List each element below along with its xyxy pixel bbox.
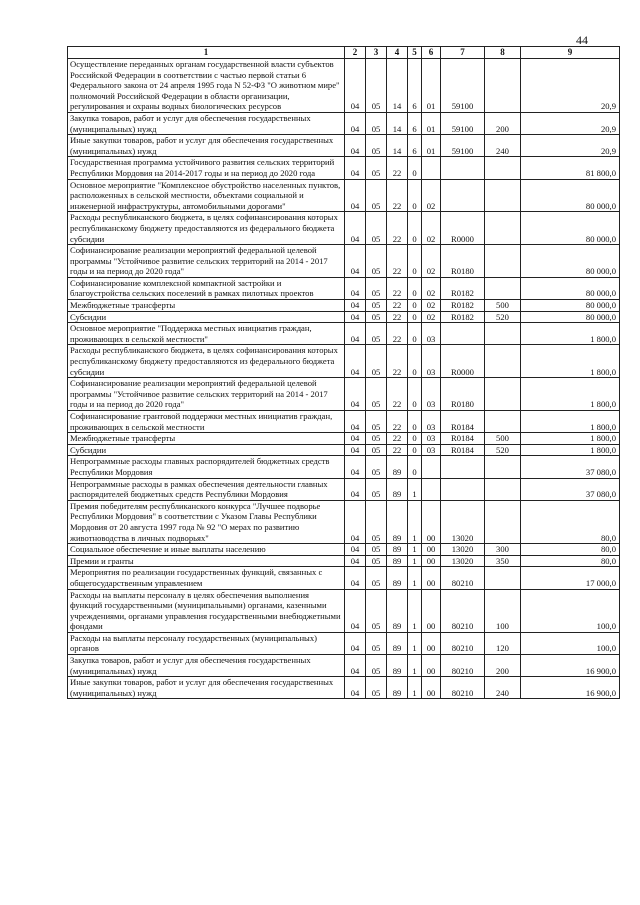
table-row — [68, 212, 620, 245]
expense-name: Непрограммные расходы главных распорядителей бюджетных средств Республики Мордовия — [68, 456, 345, 478]
table-header-row — [68, 47, 620, 59]
event-code: 00 — [422, 500, 441, 543]
subprogram-code: 6 — [408, 112, 422, 134]
program-code: 22 — [387, 311, 408, 323]
subprogram-code: 1 — [408, 589, 422, 632]
subsection-code: 05 — [366, 589, 387, 632]
expense-type-code: 200 — [485, 112, 521, 134]
subsection-code: 05 — [366, 655, 387, 677]
section-code: 04 — [345, 456, 366, 478]
program-code: 89 — [387, 456, 408, 478]
program-code: 89 — [387, 555, 408, 567]
expense-type-code — [485, 345, 521, 378]
section-code: 04 — [345, 589, 366, 632]
subprogram-code: 0 — [408, 311, 422, 323]
expense-type-code: 500 — [485, 300, 521, 312]
expense-name: Иные закупки товаров, работ и услуг для обеспечения государственных (муниципальных) нужд — [68, 135, 345, 157]
section-code: 04 — [345, 444, 366, 456]
expense-name: Государственная программа устойчивого развития сельских территорий Республики Мордовия на 2014-2017 годы и на период до 2020 года — [68, 157, 345, 179]
amount: 1 800,0 — [521, 411, 620, 433]
subsection-code: 05 — [366, 677, 387, 699]
subsection-code: 05 — [366, 59, 387, 113]
program-code: 89 — [387, 478, 408, 500]
section-code: 04 — [345, 345, 366, 378]
section-code: 04 — [345, 677, 366, 699]
header-col-1: 1 — [68, 47, 345, 59]
program-code: 89 — [387, 677, 408, 699]
expense-type-code — [485, 378, 521, 411]
subsection-code: 05 — [366, 411, 387, 433]
subsection-code: 05 — [366, 179, 387, 212]
program-code: 89 — [387, 567, 408, 589]
direction-code: R0182 — [441, 311, 485, 323]
expense-name: Расходы республиканского бюджета, в целях софинансирования которых республиканскому бюджету предоставляются из федерального бюджета субсидии — [68, 212, 345, 245]
expense-type-code: 100 — [485, 589, 521, 632]
table-row — [68, 345, 620, 378]
amount: 1 800,0 — [521, 323, 620, 345]
amount: 80 000,0 — [521, 179, 620, 212]
program-code: 22 — [387, 323, 408, 345]
subsection-code: 05 — [366, 300, 387, 312]
amount: 80 000,0 — [521, 300, 620, 312]
section-code: 04 — [345, 311, 366, 323]
event-code: 03 — [422, 411, 441, 433]
table-row — [68, 112, 620, 134]
header-col-9: 9 — [521, 47, 620, 59]
section-code: 04 — [345, 300, 366, 312]
section-code: 04 — [345, 59, 366, 113]
subsection-code: 05 — [366, 245, 387, 278]
program-code: 22 — [387, 345, 408, 378]
event-code: 00 — [422, 567, 441, 589]
amount: 80 000,0 — [521, 245, 620, 278]
table-row — [68, 444, 620, 456]
subprogram-code: 0 — [408, 411, 422, 433]
expense-type-code: 200 — [485, 655, 521, 677]
direction-code: 59100 — [441, 112, 485, 134]
amount: 100,0 — [521, 589, 620, 632]
subsection-code: 05 — [366, 544, 387, 556]
subprogram-code: 1 — [408, 555, 422, 567]
amount: 80,0 — [521, 555, 620, 567]
expense-type-code — [485, 245, 521, 278]
header-col-6: 6 — [422, 47, 441, 59]
section-code: 04 — [345, 411, 366, 433]
table-row — [68, 433, 620, 445]
table-row — [68, 589, 620, 632]
expense-name: Межбюджетные трансферты — [68, 300, 345, 312]
subprogram-code: 0 — [408, 444, 422, 456]
section-code: 04 — [345, 157, 366, 179]
subprogram-code: 1 — [408, 677, 422, 699]
program-code: 14 — [387, 112, 408, 134]
header-col-3: 3 — [366, 47, 387, 59]
direction-code: R0000 — [441, 345, 485, 378]
event-code: 01 — [422, 59, 441, 113]
section-code: 04 — [345, 555, 366, 567]
program-code: 14 — [387, 135, 408, 157]
expense-type-code — [485, 500, 521, 543]
expense-name: Иные закупки товаров, работ и услуг для обеспечения государственных (муниципальных) нужд — [68, 677, 345, 699]
event-code: 01 — [422, 112, 441, 134]
program-code: 22 — [387, 179, 408, 212]
subprogram-code: 0 — [408, 456, 422, 478]
section-code: 04 — [345, 632, 366, 654]
expense-type-code: 240 — [485, 135, 521, 157]
subsection-code: 05 — [366, 277, 387, 299]
direction-code: 59100 — [441, 135, 485, 157]
section-code: 04 — [345, 245, 366, 278]
program-code: 89 — [387, 655, 408, 677]
section-code: 04 — [345, 277, 366, 299]
expense-type-code — [485, 59, 521, 113]
table-row — [68, 411, 620, 433]
event-code: 02 — [422, 277, 441, 299]
section-code: 04 — [345, 544, 366, 556]
direction-code: 80210 — [441, 567, 485, 589]
amount: 80,0 — [521, 544, 620, 556]
table-row — [68, 677, 620, 699]
budget-table — [67, 46, 620, 699]
expense-name: Основное мероприятие "Комплексное обустройство населенных пунктов, расположенных в сельской местности, объектами социальной и инженерной инфраструктуры, автомобильными дорогами" — [68, 179, 345, 212]
expense-name: Социальное обеспечение и иные выплаты населению — [68, 544, 345, 556]
table-row — [68, 300, 620, 312]
table-row — [68, 544, 620, 556]
event-code: 03 — [422, 345, 441, 378]
amount: 37 080,0 — [521, 478, 620, 500]
subprogram-code: 1 — [408, 567, 422, 589]
direction-code: 80210 — [441, 677, 485, 699]
event-code: 03 — [422, 323, 441, 345]
expense-name: Непрограммные расходы в рамках обеспечения деятельности главных распорядителей бюджетных средств Республики Мордовия — [68, 478, 345, 500]
subsection-code: 05 — [366, 323, 387, 345]
subsection-code: 05 — [366, 433, 387, 445]
expense-name: Расходы республиканского бюджета, в целях софинансирования которых республиканскому бюджету предоставляются из федерального бюджета субсидии — [68, 345, 345, 378]
program-code: 14 — [387, 59, 408, 113]
table-row — [68, 478, 620, 500]
expense-type-code — [485, 323, 521, 345]
amount: 20,9 — [521, 135, 620, 157]
subsection-code: 05 — [366, 378, 387, 411]
expense-type-code — [485, 456, 521, 478]
amount: 20,9 — [521, 112, 620, 134]
expense-name: Софинансирование грантовой поддержки местных инициатив граждан, проживающих в сельской местности — [68, 411, 345, 433]
amount: 20,9 — [521, 59, 620, 113]
direction-code: 59100 — [441, 59, 485, 113]
table-row — [68, 632, 620, 654]
amount: 1 800,0 — [521, 444, 620, 456]
subprogram-code: 1 — [408, 544, 422, 556]
event-code — [422, 478, 441, 500]
direction-code: 80210 — [441, 632, 485, 654]
table-row — [68, 59, 620, 113]
expense-name: Основное мероприятие "Поддержка местных инициатив граждан, проживающих в сельской местности" — [68, 323, 345, 345]
section-code: 04 — [345, 655, 366, 677]
event-code: 00 — [422, 632, 441, 654]
subsection-code: 05 — [366, 478, 387, 500]
subprogram-code: 1 — [408, 655, 422, 677]
direction-code: R0180 — [441, 245, 485, 278]
subprogram-code: 0 — [408, 157, 422, 179]
direction-code: R0182 — [441, 277, 485, 299]
amount: 80 000,0 — [521, 277, 620, 299]
expense-name: Межбюджетные трансферты — [68, 433, 345, 445]
program-code: 22 — [387, 212, 408, 245]
program-code: 22 — [387, 157, 408, 179]
subprogram-code: 1 — [408, 478, 422, 500]
amount: 17 000,0 — [521, 567, 620, 589]
subprogram-code: 0 — [408, 378, 422, 411]
direction-code — [441, 478, 485, 500]
subprogram-code: 6 — [408, 135, 422, 157]
header-col-5: 5 — [408, 47, 422, 59]
subprogram-code: 0 — [408, 245, 422, 278]
section-code: 04 — [345, 567, 366, 589]
expense-type-code: 520 — [485, 444, 521, 456]
expense-type-code: 500 — [485, 433, 521, 445]
section-code: 04 — [345, 323, 366, 345]
header-col-4: 4 — [387, 47, 408, 59]
amount: 1 800,0 — [521, 378, 620, 411]
section-code: 04 — [345, 433, 366, 445]
event-code: 00 — [422, 677, 441, 699]
table-row — [68, 323, 620, 345]
table-row — [68, 277, 620, 299]
subprogram-code: 0 — [408, 212, 422, 245]
table-row — [68, 456, 620, 478]
expense-type-code — [485, 478, 521, 500]
expense-type-code: 350 — [485, 555, 521, 567]
direction-code: 80210 — [441, 655, 485, 677]
subsection-code: 05 — [366, 500, 387, 543]
expense-type-code — [485, 179, 521, 212]
amount: 80 000,0 — [521, 311, 620, 323]
subsection-code: 05 — [366, 157, 387, 179]
subsection-code: 05 — [366, 567, 387, 589]
expense-name: Премия победителям республиканского конкурса "Лучшее подворье Республики Мордовия" в соответствии с Указом Главы Республики Мордовия от 20 августа 1997 года № 92 "О мерах по развитию животноводства в личных подворьях" — [68, 500, 345, 543]
expense-type-code — [485, 567, 521, 589]
table-row — [68, 157, 620, 179]
expense-name: Закупка товаров, работ и услуг для обеспечения государственных (муниципальных) нужд — [68, 655, 345, 677]
subprogram-code: 0 — [408, 323, 422, 345]
subsection-code: 05 — [366, 456, 387, 478]
expense-name: Закупка товаров, работ и услуг для обеспечения государственных (муниципальных) нужд — [68, 112, 345, 134]
expense-name: Расходы на выплаты персоналу государственных (муниципальных) органов — [68, 632, 345, 654]
table-row — [68, 245, 620, 278]
table-row — [68, 311, 620, 323]
subsection-code: 05 — [366, 632, 387, 654]
event-code — [422, 456, 441, 478]
table-row — [68, 655, 620, 677]
table-row — [68, 378, 620, 411]
subsection-code: 05 — [366, 135, 387, 157]
event-code: 03 — [422, 378, 441, 411]
program-code: 22 — [387, 433, 408, 445]
table-row — [68, 567, 620, 589]
direction-code — [441, 157, 485, 179]
subprogram-code: 0 — [408, 179, 422, 212]
event-code: 03 — [422, 444, 441, 456]
program-code: 22 — [387, 444, 408, 456]
table-row — [68, 500, 620, 543]
expense-type-code: 520 — [485, 311, 521, 323]
program-code: 22 — [387, 277, 408, 299]
program-code: 22 — [387, 378, 408, 411]
event-code: 02 — [422, 311, 441, 323]
event-code: 00 — [422, 589, 441, 632]
amount: 80,0 — [521, 500, 620, 543]
amount: 100,0 — [521, 632, 620, 654]
direction-code — [441, 456, 485, 478]
direction-code: 80210 — [441, 589, 485, 632]
expense-name: Софинансирование реализации мероприятий федеральной целевой программы "Устойчивое развитие сельских территорий на 2014 - 2017 годы и на период до 2020 года" — [68, 245, 345, 278]
amount: 16 900,0 — [521, 677, 620, 699]
event-code: 02 — [422, 179, 441, 212]
direction-code: R0184 — [441, 433, 485, 445]
event-code: 02 — [422, 300, 441, 312]
program-code: 22 — [387, 411, 408, 433]
direction-code: R0184 — [441, 411, 485, 433]
expense-name: Софинансирование реализации мероприятий федеральной целевой программы "Устойчивое развитие сельских территорий на 2014 - 2017 годы и на период до 2020 года" — [68, 378, 345, 411]
subprogram-code: 0 — [408, 277, 422, 299]
direction-code: 13020 — [441, 544, 485, 556]
expense-name: Осуществление переданных органам государственной власти субъектов Российской Федерации в соответствии с частью первой статьи 6 Федерального закона от 24 апреля 1995 года N 52-ФЗ "О животном мире" полномочий Российской Федерации в области организации, регулирования и охраны водных биологических ресурсов — [68, 59, 345, 113]
header-col-2: 2 — [345, 47, 366, 59]
program-code: 22 — [387, 300, 408, 312]
amount: 81 800,0 — [521, 157, 620, 179]
expense-type-code — [485, 411, 521, 433]
amount: 80 000,0 — [521, 212, 620, 245]
subprogram-code: 1 — [408, 632, 422, 654]
event-code: 00 — [422, 655, 441, 677]
expense-type-code: 240 — [485, 677, 521, 699]
event-code: 02 — [422, 212, 441, 245]
program-code: 89 — [387, 500, 408, 543]
expense-name: Софинансирование комплексной компактной застройки и благоустройства сельских поселений в рамках пилотных проектов — [68, 277, 345, 299]
subsection-code: 05 — [366, 345, 387, 378]
program-code: 89 — [387, 544, 408, 556]
table-row — [68, 135, 620, 157]
subsection-code: 05 — [366, 555, 387, 567]
direction-code: R0000 — [441, 212, 485, 245]
section-code: 04 — [345, 378, 366, 411]
expense-type-code — [485, 157, 521, 179]
event-code: 00 — [422, 544, 441, 556]
direction-code: 13020 — [441, 555, 485, 567]
direction-code — [441, 179, 485, 212]
section-code: 04 — [345, 112, 366, 134]
direction-code: R0184 — [441, 444, 485, 456]
direction-code: R0182 — [441, 300, 485, 312]
subprogram-code: 0 — [408, 300, 422, 312]
direction-code — [441, 323, 485, 345]
expense-type-code — [485, 212, 521, 245]
expense-name: Мероприятия по реализации государственных функций, связанных с общегосударственным управлением — [68, 567, 345, 589]
direction-code: R0180 — [441, 378, 485, 411]
subsection-code: 05 — [366, 112, 387, 134]
direction-code: 13020 — [441, 500, 485, 543]
subprogram-code: 1 — [408, 500, 422, 543]
section-code: 04 — [345, 179, 366, 212]
expense-name: Премии и гранты — [68, 555, 345, 567]
subprogram-code: 6 — [408, 59, 422, 113]
header-col-7: 7 — [441, 47, 485, 59]
subsection-code: 05 — [366, 311, 387, 323]
subprogram-code: 0 — [408, 345, 422, 378]
table-row — [68, 179, 620, 212]
amount: 16 900,0 — [521, 655, 620, 677]
subsection-code: 05 — [366, 444, 387, 456]
table-row — [68, 555, 620, 567]
section-code: 04 — [345, 478, 366, 500]
page-number: 44 — [576, 33, 588, 47]
event-code: 00 — [422, 555, 441, 567]
amount: 1 800,0 — [521, 345, 620, 378]
event-code: 01 — [422, 135, 441, 157]
expense-name: Субсидии — [68, 311, 345, 323]
expense-name: Субсидии — [68, 444, 345, 456]
subprogram-code: 0 — [408, 433, 422, 445]
expense-type-code — [485, 277, 521, 299]
program-code: 22 — [387, 245, 408, 278]
section-code: 04 — [345, 135, 366, 157]
program-code: 89 — [387, 589, 408, 632]
section-code: 04 — [345, 500, 366, 543]
event-code — [422, 157, 441, 179]
subsection-code: 05 — [366, 212, 387, 245]
amount: 1 800,0 — [521, 433, 620, 445]
amount: 37 080,0 — [521, 456, 620, 478]
program-code: 89 — [387, 632, 408, 654]
event-code: 03 — [422, 433, 441, 445]
section-code: 04 — [345, 212, 366, 245]
header-col-8: 8 — [485, 47, 521, 59]
event-code: 02 — [422, 245, 441, 278]
expense-type-code: 300 — [485, 544, 521, 556]
expense-name: Расходы на выплаты персоналу в целях обеспечения выполнения функций государственными (муниципальными) органами, казенными учреждениями, органами управления государственными внебюджетными фондами — [68, 589, 345, 632]
expense-type-code: 120 — [485, 632, 521, 654]
